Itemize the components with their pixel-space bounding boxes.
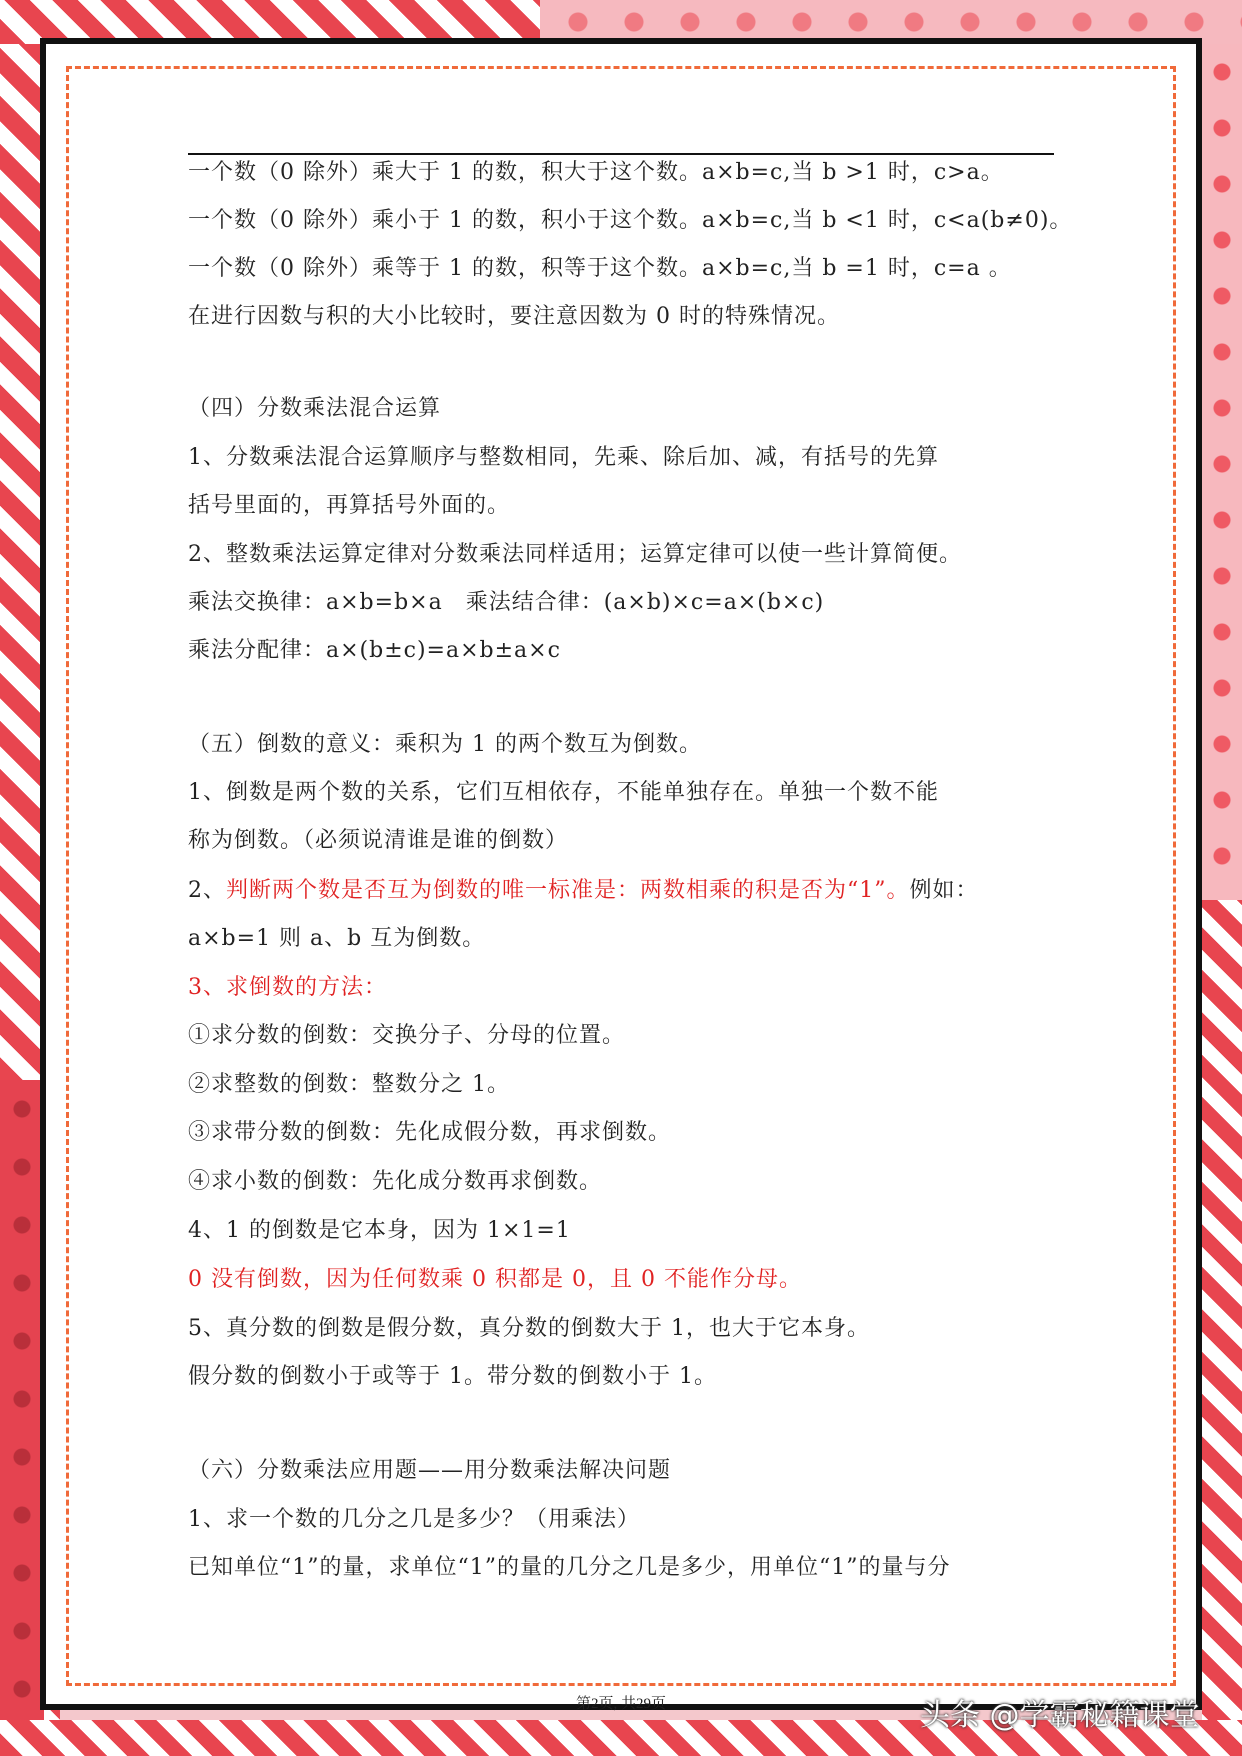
header-rule	[188, 153, 1054, 155]
text-line: 已知单位“1”的量，求单位“1”的量的几分之几是多少，用单位“1”的量与分	[188, 1555, 951, 1580]
section-heading: （五）倒数的意义：乘积为 1 的两个数互为倒数。	[188, 732, 702, 757]
page-number: 第2页, 共29页	[575, 1696, 666, 1712]
decorative-stripes-right	[1202, 900, 1242, 1756]
text-line: 1、求一个数的几分之几是多少？（用乘法）	[188, 1507, 640, 1532]
text-line: 称为倒数。（必须说清谁是谁的倒数）	[188, 828, 569, 853]
text-line: ④求小数的倒数：先化成分数再求倒数。	[188, 1169, 603, 1194]
section-heading: （四）分数乘法混合运算	[188, 396, 442, 421]
highlight-heading: 3、求倒数的方法：	[188, 975, 387, 1000]
text-line: ②求整数的倒数：整数分之 1。	[188, 1072, 510, 1097]
decorative-dots-left	[0, 1080, 44, 1756]
text-line: a×b=1 则 a、b 互为倒数。	[188, 926, 486, 951]
text-line-mixed	[188, 876, 979, 906]
text-line: 在进行因数与积的大小比较时，要注意因数为 0 时的特殊情况。	[188, 304, 840, 329]
text-line: 2、整数乘法运算定律对分数乘法同样适用；运算定律可以使一些计算简便。	[188, 542, 962, 567]
text-line: 一个数（0 除外）乘等于 1 的数，积等于这个数。a×b=c,当 b =1 时，c=a 。	[188, 256, 1012, 281]
decorative-dots-right	[1202, 44, 1242, 904]
text-line: ③求带分数的倒数：先化成假分数，再求倒数。	[188, 1120, 672, 1145]
text-line: 1、分数乘法混合运算顺序与整数相同，先乘、除后加、减，有括号的先算	[188, 445, 939, 470]
highlight-text: 判断两个数是否互为倒数的唯一标准是：两数相乘的积是否为“1”。	[226, 878, 910, 903]
section-heading: （六）分数乘法应用题——用分数乘法解决问题	[188, 1458, 672, 1483]
text-prefix: 2、	[188, 878, 226, 903]
highlight-text: 0 没有倒数，因为任何数乘 0 积都是 0，且 0 不能作分母。	[188, 1267, 802, 1292]
text-line: 假分数的倒数小于或等于 1。带分数的倒数小于 1。	[188, 1364, 717, 1389]
text-line: 5、真分数的倒数是假分数，真分数的倒数大于 1，也大于它本身。	[188, 1316, 870, 1341]
text-suffix: 例如：	[909, 878, 979, 903]
text-line: 1、倒数是两个数的关系，它们互相依存，不能单独存在。单独一个数不能	[188, 780, 939, 805]
text-line: ①求分数的倒数：交换分子、分母的位置。	[188, 1023, 626, 1048]
text-line: 乘法交换律：a×b=b×a 乘法结合律：(a×b)×c=a×(b×c)	[188, 590, 825, 615]
text-line: 括号里面的，再算括号外面的。	[188, 493, 511, 518]
text-line: 4、1 的倒数是它本身，因为 1×1=1	[188, 1218, 571, 1243]
text-line: 一个数（0 除外）乘小于 1 的数，积小于这个数。a×b=c,当 b <1 时，c<a(b≠0)。	[188, 208, 1073, 233]
text-line: 乘法分配律：a×(b±c)=a×b±a×c	[188, 638, 561, 663]
text-line: 一个数（0 除外）乘大于 1 的数，积大于这个数。a×b=c,当 b >1 时，c>a。	[188, 160, 1004, 185]
watermark: 头条 @学霸秘籍课堂	[920, 1698, 1200, 1733]
